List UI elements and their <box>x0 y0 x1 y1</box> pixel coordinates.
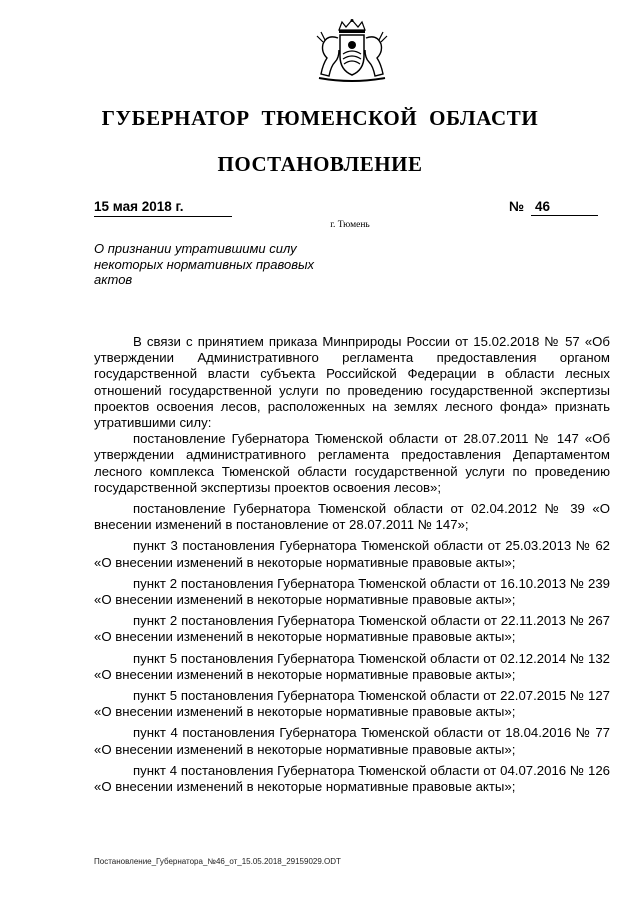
document-number-label: № <box>509 199 525 214</box>
list-item: постановление Губернатора Тюменской области от 28.07.2011 № 147 «Об утверждении административного регламента предоставления Департаментом лесного комплекса Тюменской области государственной услуги по проведению государственной экспертизы проектов освоения лесов»; <box>94 431 610 495</box>
list-item: пункт 2 постановления Губернатора Тюменской области от 16.10.2013 № 239 «О внесении изменений в некоторые нормативные правовые акты»; <box>94 575 610 608</box>
tyumen-coat-of-arms-icon <box>309 18 395 84</box>
document-number: 46 <box>531 199 598 216</box>
document-date: 15 мая 2018 г. <box>94 199 232 217</box>
list-item: пункт 3 постановления Губернатора Тюменской области от 25.03.2013 № 62 «О внесении изменений в некоторые нормативные правовые акты»; <box>94 538 610 570</box>
body-intro-paragraph: В связи с принятием приказа Минприроды России от 15.02.2018 № 57 «Об утверждении Административного регламента предоставления органом государственной власти субъекта Российской Федерации в области лесных отношений государственной услуги по проведению государственной экспертизы проектов освоения лесов, расположенных на землях лесного фонда» признать утратившими силу: <box>94 334 610 431</box>
document-body <box>94 334 610 800</box>
list-item: пункт 2 постановления Губернатора Тюменской области от 22.11.2013 № 267 «О внесении изменений в некоторые нормативные правовые акты»; <box>94 613 610 645</box>
list-item: пункт 4 постановления Губернатора Тюменской области от 18.04.2016 № 77 «О внесении изменений в некоторые нормативные правовые акты»; <box>94 725 610 757</box>
issuer-title: ГУБЕРНАТОР ТЮМЕНСКОЙ ОБЛАСТИ <box>101 106 539 130</box>
list-item: постановление Губернатора Тюменской области от 02.04.2012 № 39 «О внесении изменений в постановление от 28.07.2011 № 147»; <box>94 501 610 533</box>
list-item: пункт 5 постановления Губернатора Тюменской области от 22.07.2015 № 127 «О внесении изменений в некоторые нормативные правовые акты»; <box>94 688 610 720</box>
list-item: пункт 4 постановления Губернатора Тюменской области от 04.07.2016 № 126 «О внесении изменений в некоторые нормативные правовые акты»; <box>94 762 610 795</box>
city-label: г. Тюмень <box>330 220 370 230</box>
document-type-title: ПОСТАНОВЛЕНИЕ <box>217 152 423 176</box>
document-subject: О признании утратившими силу некоторых нормативных правовых актов <box>94 241 315 287</box>
footer-filename: Постановление_Губернатора_№46_от_15.05.2018_29159029.ODT <box>94 857 341 866</box>
list-item: пункт 5 постановления Губернатора Тюменской области от 02.12.2014 № 132 «О внесении изменений в некоторые нормативные правовые акты»; <box>94 650 610 682</box>
